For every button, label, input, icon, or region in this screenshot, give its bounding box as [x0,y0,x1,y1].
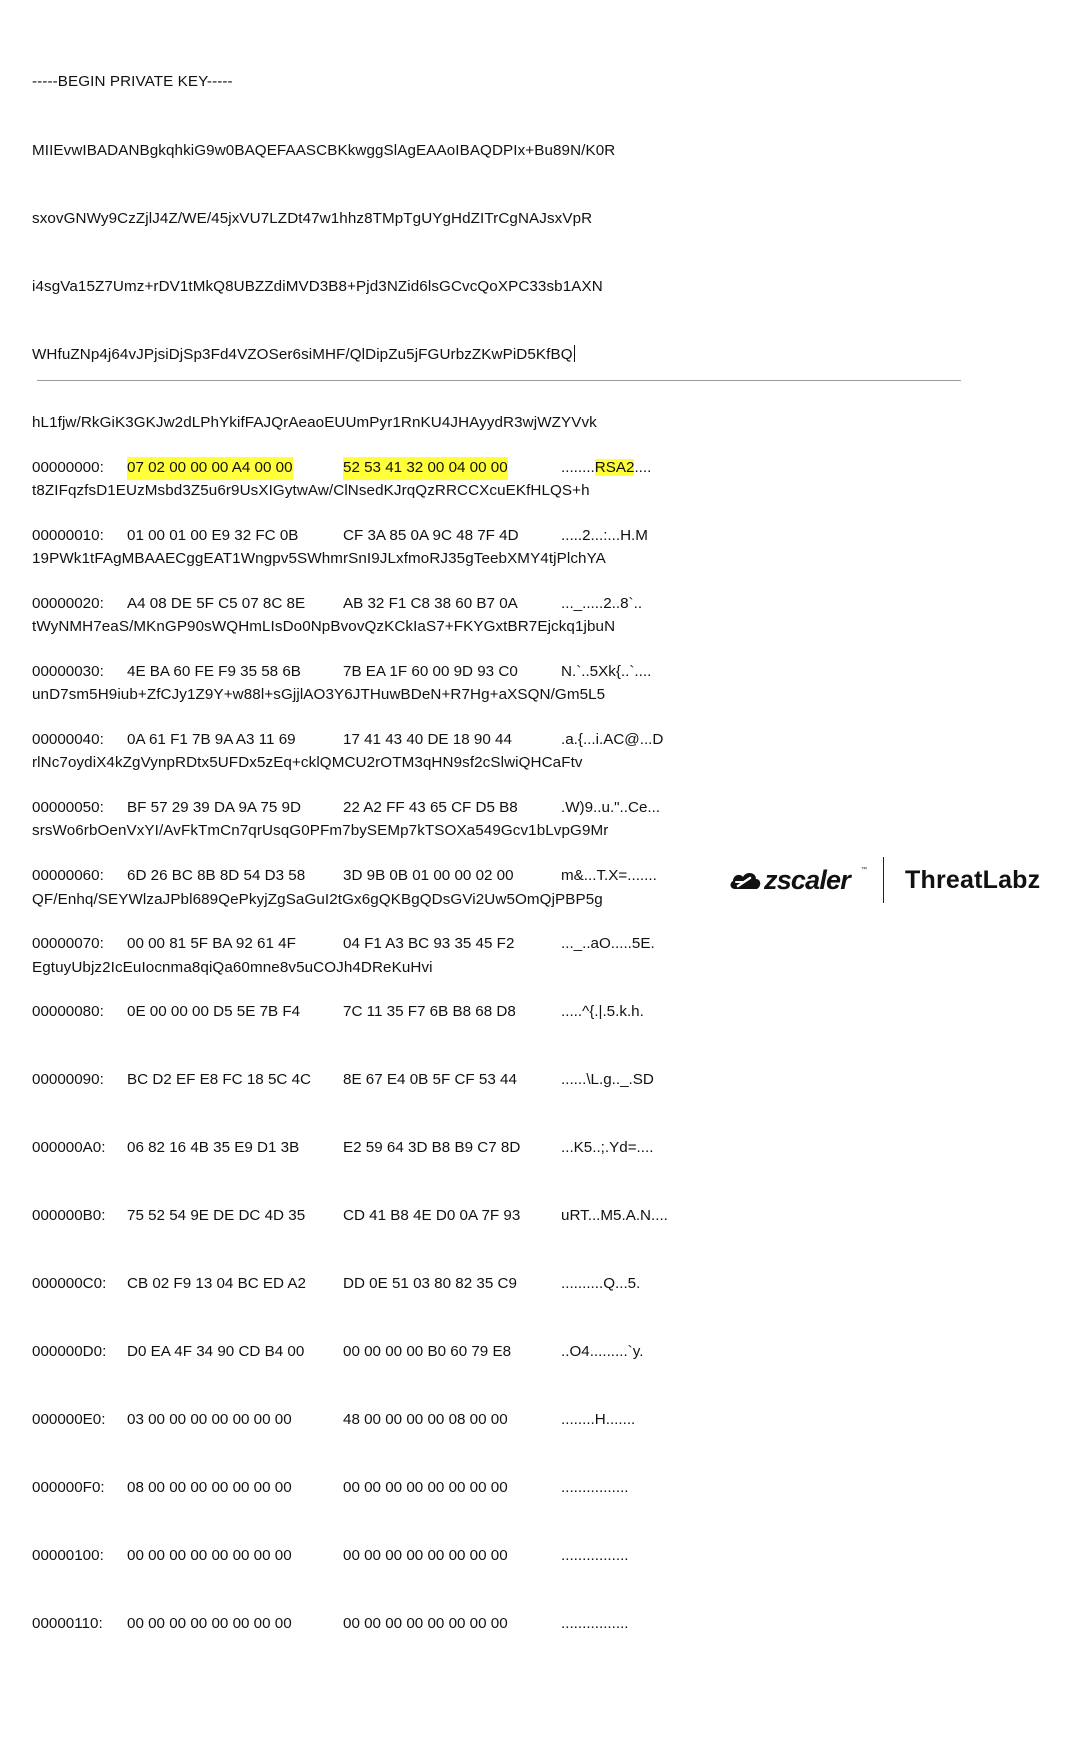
hex-bytes: BC D2 EF E8 FC 18 5C 4C [127,1070,312,1088]
key-line: i4sgVa15Z7Umz+rDV1tMkQ8UBZZdiMVD3B8+Pjd3NZid6lsGCvcQoXPC33sb1AXN [32,277,603,295]
hex-row [32,865,657,888]
hex-offset: 000000E0: [32,1410,106,1428]
hex-bytes: CB 02 F9 13 04 BC ED A2 [127,1274,306,1292]
hex-bytes: 48 00 00 00 00 08 00 00 [343,1410,508,1428]
hex-ascii: .a.{...i.AC@...D [561,731,664,749]
hex-ascii: ......\L.g.._.SD [561,1070,654,1088]
hex-bytes: 00 00 00 00 00 00 00 00 [127,1546,292,1564]
hex-bytes: 06 82 16 4B 35 E9 D1 3B [127,1138,300,1156]
hex-row [32,1273,641,1296]
hex-ascii: uRT...M5.A.N.... [561,1206,668,1224]
hex-bytes: D0 EA 4F 34 90 CD B4 00 [127,1342,305,1360]
hex-bytes: DD 0E 51 03 80 82 35 C9 [343,1274,517,1292]
hex-row [32,729,664,752]
hex-ascii: ................ [561,1614,629,1632]
hex-row [32,457,652,480]
hex-ascii: .W)9..u."..Ce... [561,799,661,817]
hex-bytes: CF 3A 85 0A 9C 48 7F 4D [343,527,519,545]
text-caret [574,345,576,362]
hex-bytes: 00 00 00 00 00 00 00 00 [127,1614,292,1632]
hex-row [32,933,655,956]
ascii-suffix: .... [634,459,652,477]
key-header-line: -----BEGIN PRIVATE KEY----- [32,73,233,91]
hex-bytes: CD 41 B8 4E D0 0A 7F 93 [343,1206,521,1224]
hex-bytes: 00 00 00 00 00 00 00 00 [343,1614,508,1632]
hex-bytes: 6D 26 BC 8B 8D 54 D3 58 [127,867,306,885]
hex-bytes: 4E BA 60 FE F9 35 58 6B [127,663,301,681]
hex-bytes: 00 00 81 5F BA 92 61 4F [127,934,296,952]
hex-bytes: 7C 11 35 F7 6B B8 68 D8 [343,1002,516,1020]
key-line: WHfuZNp4j64vJPjsiDjSp3Fd4VZOSer6siMHF/QlDipZu5jFGUrbzZKwPiD5KfBQ [32,345,573,363]
hex-row [32,661,652,684]
hex-ascii: N.`..5Xk{..`.... [561,663,652,681]
key-line: QF/Enhq/SEYWlzaJPbl689QePkyjZgSaGuI2tGx6gQKBgQDsGVi2Uw5OmQjPBP5g [32,890,603,908]
key-line: srsWo6rbOenVxYI/AvFkTmCn7qrUsqG0PFm7bySEMp7kTSOXa549Gcv1bLvpG9Mr [32,822,609,840]
hex-row [32,525,648,548]
key-line: 19PWk1tFAgMBAAECggEAT1Wngpv5SWhmrSnI9JLxfmoRJ35gTeebXMY4tjPlchYA [32,550,606,568]
hex-ascii: ..O4.........`y. [561,1342,644,1360]
hex-offset: 00000080: [32,1002,104,1020]
hex-bytes: AB 32 F1 C8 38 60 B7 0A [343,595,518,613]
key-line: hL1fjw/RkGiK3GKJw2dLPhYkifFAJQrAeaoEUUmPyr1RnKU4JHAyydR3wjWZYVvk [32,413,597,431]
hex-bytes: 75 52 54 9E DE DC 4D 35 [127,1206,306,1224]
hex-ascii: ..._.....2..8`.. [561,595,643,613]
hex-bytes: 00 00 00 00 B0 60 79 E8 [343,1342,512,1360]
hex-row [32,593,643,616]
key-line-with-caret [32,344,615,367]
hex-bytes: 0E 00 00 00 D5 5E 7B F4 [127,1002,301,1020]
logo-divider [883,857,884,903]
key-line: sxovGNWy9CzZjlJ4Z/WE/45jxVU7LZDt47w1hhz8TMpTgUYgHdZITrCgNAJsxVpR [32,209,593,227]
hex-bytes: 7B EA 1F 60 00 9D 93 C0 [343,663,518,681]
hex-row [32,1545,629,1568]
hex-ascii [561,457,651,480]
section-divider [37,380,961,381]
hex-row [32,1341,644,1364]
hex-row [32,797,661,820]
hex-bytes: 08 00 00 00 00 00 00 00 [127,1478,292,1496]
hex-row [32,1001,644,1024]
key-line: unD7sm5H9iub+ZfCJy1Z9Y+w88l+sGjjlAO3Y6JTHuwBDeN+R7Hg+aXSQN/Gm5L5 [32,686,606,704]
hex-bytes-highlighted: 07 02 00 00 00 A4 00 00 [127,457,293,480]
hex-row [32,1069,654,1092]
hex-offset: 00000010: [32,527,104,545]
hex-offset: 00000070: [32,934,104,952]
hex-bytes: 00 00 00 00 00 00 00 00 [343,1546,508,1564]
zscaler-threatlabz-logo [728,857,1058,905]
trademark-symbol: ™ [861,867,867,873]
hex-ascii: ...K5..;.Yd=.... [561,1138,654,1156]
zscaler-wordmark: zscaler [764,865,850,895]
hex-ascii: ................ [561,1546,629,1564]
hex-bytes: BF 57 29 39 DA 9A 75 9D [127,799,301,817]
hex-ascii: .....2...:...H.M [561,527,648,545]
hex-bytes: A4 08 DE 5F C5 07 8C 8E [127,595,306,613]
hex-offset: 00000090: [32,1070,104,1088]
hex-ascii: ..._..aO.....5E. [561,934,655,952]
hex-ascii: ........H....... [561,1410,636,1428]
hex-bytes: 17 41 43 40 DE 18 90 44 [343,731,512,749]
hex-row [32,1137,654,1160]
hex-ascii: m&...T.X=....... [561,867,657,885]
zscaler-cloud-icon [728,869,762,893]
hex-row [32,1477,629,1500]
hex-bytes: 00 00 00 00 00 00 00 00 [343,1478,508,1496]
hex-bytes: E2 59 64 3D B8 B9 C7 8D [343,1138,521,1156]
hex-offset: 00000110: [32,1614,103,1632]
hex-bytes-highlighted: 52 53 41 32 00 04 00 00 [343,457,508,480]
threatlabz-wordmark: ThreatLabz [905,866,1041,894]
hex-offset: 00000040: [32,731,104,749]
hex-bytes: 03 00 00 00 00 00 00 00 [127,1410,292,1428]
hex-bytes: 0A 61 F1 7B 9A A3 11 69 [127,731,296,749]
hex-offset: 000000A0: [32,1138,106,1156]
hex-offset: 00000030: [32,663,104,681]
ascii-rsa2-highlight: RSA2 [594,459,635,477]
hex-offset: 000000D0: [32,1342,107,1360]
hex-offset: 00000000: [32,459,104,477]
key-line: rlNc7oydiX4kZgVynpRDtx5UFDx5zEq+cklQMCU2rOTM3qHN9sf2cSlwiQHCaFtv [32,754,583,772]
hex-row [32,1409,636,1432]
private-key-block [32,26,615,1002]
hex-offset: 00000050: [32,799,104,817]
hex-offset: 00000100: [32,1546,104,1564]
hex-offset: 00000060: [32,867,104,885]
hex-row [32,1613,629,1636]
hex-bytes: 8E 67 E4 0B 5F CF 53 44 [343,1070,517,1088]
hex-offset: 000000F0: [32,1478,105,1496]
hex-offset: 000000B0: [32,1206,106,1224]
hex-bytes: 22 A2 FF 43 65 CF D5 B8 [343,799,518,817]
ascii-prefix: ........ [561,459,595,477]
key-line: EgtuyUbjz2IcEuIocnma8qiQa60mne8v5uCOJh4DReKuHvi [32,958,433,976]
hex-bytes: 04 F1 A3 BC 93 35 45 F2 [343,934,515,952]
hex-ascii: .....^{.|.5.k.h. [561,1002,644,1020]
hex-offset: 00000020: [32,595,104,613]
hex-bytes: 3D 9B 0B 01 00 00 02 00 [343,867,514,885]
key-line: tWyNMH7eaS/MKnGP90sWQHmLIsDo0NpBvovQzKCkIaS7+FKYGxtBR7Ejckq1jbuN [32,618,616,636]
key-line: t8ZIFqzfsD1EUzMsbd3Z5u6r9UsXIGytwAw/ClNsedKJrqQzRRCCXcuEKfHLQS+h [32,481,590,499]
hex-bytes: 01 00 01 00 E9 32 FC 0B [127,527,299,545]
hex-row [32,1205,668,1228]
key-line: MIIEvwIBADANBgkqhkiG9w0BAQEFAASCBKkwggSlAgEAAoIBAQDPIx+Bu89N/K0R [32,141,616,159]
hex-ascii: ..........Q...5. [561,1274,641,1292]
hex-offset: 000000C0: [32,1274,107,1292]
hex-ascii: ................ [561,1478,629,1496]
